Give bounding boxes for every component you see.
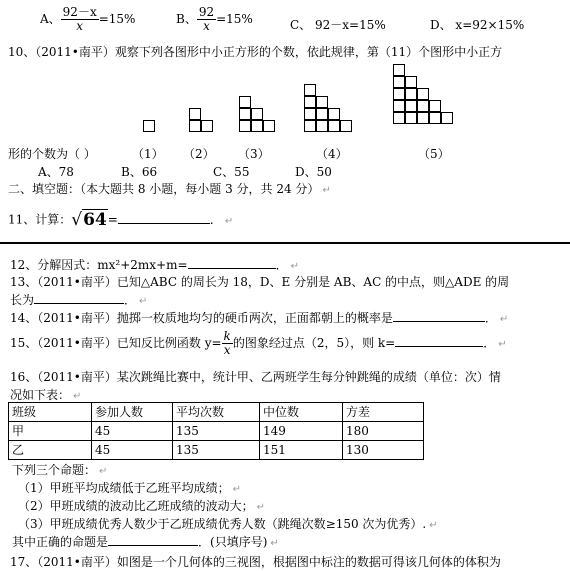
q16-prop-2: （2）甲班成绩的波动比乙班成绩的波动大； ↵ bbox=[18, 499, 266, 513]
square bbox=[405, 100, 417, 112]
q15-answer-blank bbox=[395, 334, 483, 347]
q14: 14、（2011•南平）抛掷一枚质地均匀的硬币两次，正面都朝上的概率是 ． ↵ bbox=[10, 311, 509, 325]
square bbox=[201, 120, 213, 132]
square bbox=[239, 120, 251, 132]
square bbox=[304, 120, 316, 132]
table-cell: 180 bbox=[343, 422, 424, 441]
table-cell: 135 bbox=[173, 441, 260, 460]
square bbox=[316, 108, 328, 120]
sqrt-symbol: √64 bbox=[71, 210, 107, 230]
figure-caption-3: （3） bbox=[238, 147, 270, 161]
q9-option-d: D、 x=92×15% bbox=[430, 18, 525, 32]
q16-text-line2: 况如下表： ↵ bbox=[10, 388, 82, 402]
square bbox=[328, 120, 340, 132]
table-cell: 151 bbox=[260, 441, 343, 460]
figure-caption-1: （1） bbox=[132, 147, 164, 161]
q9-option-c: C、 92－x=15% bbox=[290, 18, 386, 32]
q10-text-line2: 形的个数为（ ） bbox=[8, 147, 96, 161]
square bbox=[316, 120, 328, 132]
square bbox=[405, 88, 417, 100]
q9-option-b: B、 $\frac{92}{x}$ =15% bbox=[176, 5, 253, 33]
table-header: 平均次数 bbox=[173, 403, 260, 422]
table-cell: 149 bbox=[260, 422, 343, 441]
square bbox=[393, 88, 405, 100]
table-cell: 45 bbox=[92, 441, 173, 460]
square bbox=[429, 100, 441, 112]
square bbox=[304, 108, 316, 120]
square bbox=[316, 96, 328, 108]
q16-prop-1: （1）甲班平均成绩低于乙班平均成绩； ↵ bbox=[18, 481, 242, 495]
q10-option-c: C、55 bbox=[213, 165, 250, 179]
table-cell: 45 bbox=[92, 422, 173, 441]
q15: 15、（2011•南平）已知反比例函数 y= $\frac{k}{x}$ 的图象经过点（2，5），则 k= ． ↵ bbox=[10, 329, 507, 357]
table-header: 方差 bbox=[343, 403, 424, 422]
q10-option-b: B、66 bbox=[121, 165, 158, 179]
square bbox=[393, 100, 405, 112]
table-header-row bbox=[9, 403, 424, 422]
q12-answer-blank bbox=[188, 256, 276, 269]
figure-caption-5: （5） bbox=[418, 147, 450, 161]
table-row bbox=[9, 422, 424, 441]
table-cell: 130 bbox=[343, 441, 424, 460]
square bbox=[393, 76, 405, 88]
square bbox=[189, 108, 201, 120]
square bbox=[417, 112, 429, 124]
q12: 12、分解因式：mx²+2mx+m= ． ↵ bbox=[10, 258, 299, 272]
q13-text-line1: 13、（2011•南平）已知△ABC 的周长为 18，D、E 分别是 AB、AC 的中点，则△ADE 的周 bbox=[10, 275, 510, 289]
square bbox=[393, 112, 405, 124]
q16-text-line1: 16、（2011•南平）某次跳绳比赛中，统计甲、乙两班学生每分钟跳绳的成绩（单位：次）情 bbox=[10, 370, 501, 384]
square bbox=[405, 112, 417, 124]
figure-caption-2: （2） bbox=[183, 147, 215, 161]
q13-line2: 长为 ． ↵ bbox=[10, 293, 148, 307]
table-header: 班级 bbox=[9, 403, 92, 422]
table-header: 中位数 bbox=[260, 403, 343, 422]
figure-caption-4: （4） bbox=[316, 147, 348, 161]
table-header: 参加人数 bbox=[92, 403, 173, 422]
q11: 11、计算：√64= ． ↵ bbox=[8, 210, 234, 230]
square bbox=[328, 108, 340, 120]
square bbox=[417, 100, 429, 112]
section-heading-fill-in: 二、填空题：（本大题共 8 小题，每小题 3 分，共 24 分） ↵ bbox=[8, 182, 331, 196]
q13-answer-blank bbox=[34, 291, 124, 304]
score-table bbox=[8, 402, 424, 460]
q10-text-line1: 10、（2011•南平）观察下列各图形中小正方形的个数，依此规律，第（11）个图形中小正方 bbox=[8, 45, 503, 59]
square bbox=[239, 108, 251, 120]
square bbox=[304, 84, 316, 96]
q16-prop-3: （3）甲班成绩优秀人数少于乙班成绩优秀人数（跳绳次数≥150 次为优秀）. ↵ bbox=[18, 517, 438, 531]
square bbox=[263, 120, 275, 132]
square bbox=[143, 120, 155, 132]
q17-text: 17、（2011•南平）如图是一个几何体的三视图，根据图中标注的数据可得该几何体的体积为 bbox=[10, 555, 501, 569]
table-cell: 135 bbox=[173, 422, 260, 441]
q10-option-d: D、50 bbox=[295, 165, 332, 179]
q10-option-a: A、78 bbox=[38, 165, 74, 179]
q14-answer-blank bbox=[393, 309, 485, 322]
page-divider bbox=[0, 242, 570, 244]
square bbox=[417, 88, 429, 100]
square bbox=[304, 96, 316, 108]
table-cell: 甲 bbox=[9, 422, 92, 441]
q11-answer-blank bbox=[118, 211, 210, 224]
square bbox=[340, 120, 352, 132]
square bbox=[251, 108, 263, 120]
square bbox=[405, 76, 417, 88]
q16-answer: 其中正确的命题是 ．(只填序号) ↵ bbox=[12, 535, 279, 549]
table-row bbox=[9, 441, 424, 460]
q16-answer-blank bbox=[108, 533, 198, 546]
square bbox=[429, 112, 441, 124]
q9-option-a: A、 $\frac{92-x}{x}$ =15% bbox=[40, 5, 136, 33]
square bbox=[393, 64, 405, 76]
square bbox=[251, 120, 263, 132]
square bbox=[441, 112, 453, 124]
q16-props-intro: 下列三个命题： ↵ bbox=[12, 463, 108, 477]
square bbox=[239, 96, 251, 108]
table-cell: 乙 bbox=[9, 441, 92, 460]
square bbox=[189, 120, 201, 132]
